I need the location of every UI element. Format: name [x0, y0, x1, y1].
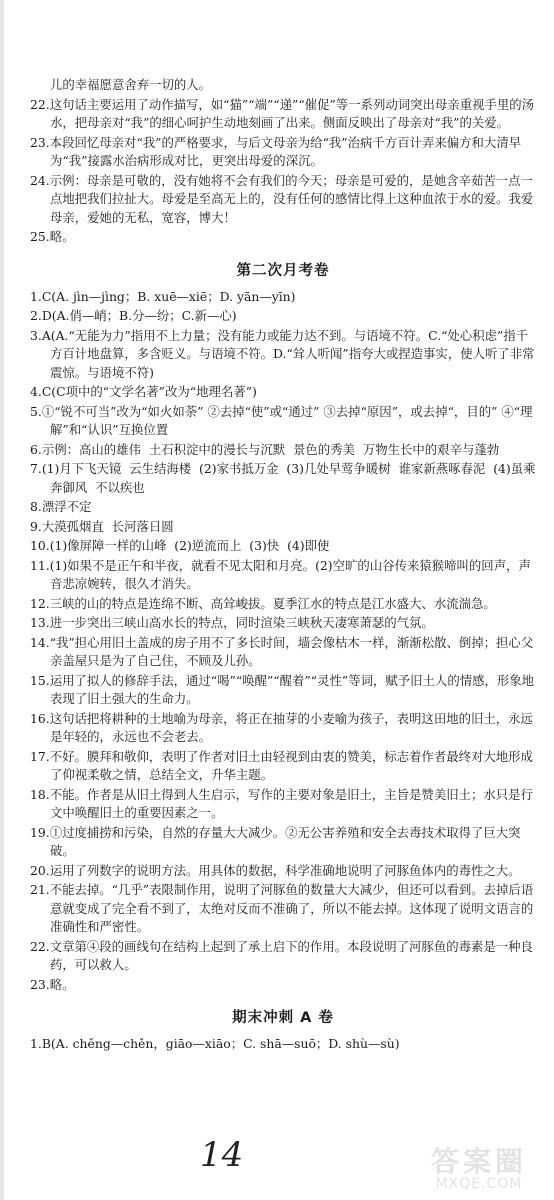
answer-item: 15.运用了拟人的修辞手法，通过“喝”“唤醒”“醒着”“灵性”等词，赋予旧土人的情感，形象地表现了旧土强大的生命力。	[30, 672, 535, 706]
answer-item: 22.这句话主要运用了动作描写，如“猫”“端”“递”“催促”等一系列动词突出母亲重视手里的汤水，把母亲对“我”的细心呵护生动地刻画了出来。侧面反映出了母亲对“我”的关爱。	[30, 96, 535, 130]
answer-item: 8.漂浮不定	[30, 499, 92, 514]
answer-item: 1.B(A. chěng—chěn，giāo—xiāo；C. shā—suō；D. shù—sù)	[30, 1036, 400, 1051]
answer-item: 17.不好。膜拜和敬仰，表明了作者对旧土由轻视到由衷的赞美，标志着作者最终对大地形成了仰视柔敬之情，总结全文，升华主题。	[30, 748, 533, 782]
answer-item: 1.C(A. jìn—jìng；B. xuē—xiē；D. yān—yīn)	[30, 288, 296, 304]
section-heading-final-sprint-a: 期末冲刺 A 卷	[232, 1010, 334, 1026]
answer-item: 14.“我”担心用旧土盖成的房子用不了多长时间，墙会像枯木一样，渐渐松散、倒掉；担心父亲盖屋只是为了自己住，不顾及儿孙。	[30, 634, 534, 668]
scan-edge	[0, 0, 4, 1200]
answer-item: 23.本段回忆母亲对“我”的严格要求，与后文母亲为给“我”治病千方百计弄来偏方和大清早为“我”接露水治病形成对比，更突出母爱的深沉。	[30, 134, 522, 168]
answer-item: 25.略。	[30, 229, 75, 244]
watermark-url: MXQE.COM	[435, 1176, 523, 1192]
answer-item: 4.C(C项中的“文学名著”改为“地理名著”)	[30, 384, 257, 399]
answer-item: 12.三峡的山的特点是连绵不断、高耸峻拔。夏季江水的特点是江水盛大、水流湍急。	[30, 595, 496, 611]
answer-item: 22.文章第④段的画线句在结构上起到了承上启下的作用。本段说明了河豚鱼的毒素是一种良药，可以救人。	[30, 938, 533, 972]
answers-section-second-monthly-exam	[30, 288, 536, 995]
answer-item: 2.D(A.俏—峭；B.分—纷；C.新—心)	[30, 308, 237, 323]
answer-item: 23.略。	[30, 976, 75, 992]
watermark-logo	[414, 1140, 544, 1196]
answer-item: 24.示例：母亲是可敬的，没有她将不会有我们的今天；母亲是可爱的，是她含辛茹苦一点一点地把我们拉扯大。母爱是至高无上的，没有任何的感情比得上这种血浓于水的爱。我爱母亲，爱她的无私，宽容，博大！	[30, 172, 534, 225]
answers-section-final-sprint-a	[30, 1035, 536, 1054]
answer-page	[30, 76, 536, 1055]
answer-item: 16.这句话把将耕种的土地喻为母亲，将正在抽芽的小麦喻为孩子，表明这田地的旧土，永远是年轻的，永远也不会老去。	[30, 710, 533, 744]
answer-item: 3.A(A.“无能为力”指用不上力量；没有能力或能力达不到。与语境不符。C.“处心积虑”指千方百计地盘算，多含贬义。与语境不符。D.“耸人听闻”指夸大或捏造事实，使人听了非常震惊。与语境不符)	[30, 327, 535, 380]
answer-item: 6.示例：高山的雄伟 土石积淀中的漫长与沉默 景色的秀美 万物生长中的艰辛与蓬勃	[30, 441, 500, 457]
answer-item: 19.①过度捕捞和污染，自然的存量大大减少。②无公害养殖和安全去毒技术取得了巨大突破。	[30, 824, 521, 858]
answer-item: 11.(1)如果不是正午和半夜，就看不见太阳和月亮。(2)空旷的山谷传来猿猴啼叫的回声，声音悲凉婉转，很久才消失。	[30, 557, 531, 591]
answer-item: 21.不能去掉。“几乎”表限制作用，说明了河豚鱼的数量大大减少，但还可以看到。去掉后语意就变成了完全看不到了，太绝对反而不准确了，所以不能去掉。这体现了说明文语言的准确性和严密性。	[30, 882, 534, 934]
answer-item: 18.不能。作者是从旧土得到人生启示，写作的主要对象是旧土，主旨是赞美旧土；水只是行文中唤醒旧土的重要因素之一。	[30, 786, 533, 820]
answer-item: 5.①“锐不可当”改为“如火如荼” ②去掉“使”或“通过” ③去掉“原因”，或去掉“，目的” ④“理解”和“认识”互换位置	[30, 403, 533, 437]
page-number: 14	[200, 1135, 244, 1175]
answer-item: 20.运用了列数字的说明方法。用具体的数据，科学准确地说明了河豚鱼体内的毒性之大。	[30, 862, 521, 878]
answers-section-previous	[30, 76, 536, 247]
answer-item: 9.大漠孤烟直 长河落日圆	[30, 518, 174, 534]
section-heading-second-monthly-exam: 第二次月考卷	[236, 262, 330, 279]
watermark-text: 答案圈	[430, 1145, 527, 1178]
answer-item: 13.进一步突出三峡山高水长的特点，同时渲染三峡秋天凄寒萧瑟的气氛。	[30, 615, 434, 630]
answer-item: 7.(1)月下飞天镜 云生结海楼 (2)家书抵万金 (3)几处早莺争暖树 谁家新燕啄春泥 (4)虽乘奔御风 不以疾也	[30, 461, 536, 495]
answer-item: 10.(1)像屏障一样的山峰 (2)逆流而上 (3)快 (4)即使	[30, 538, 330, 553]
answer-item: 儿的幸福愿意舍弃一切的人。	[50, 77, 212, 92]
